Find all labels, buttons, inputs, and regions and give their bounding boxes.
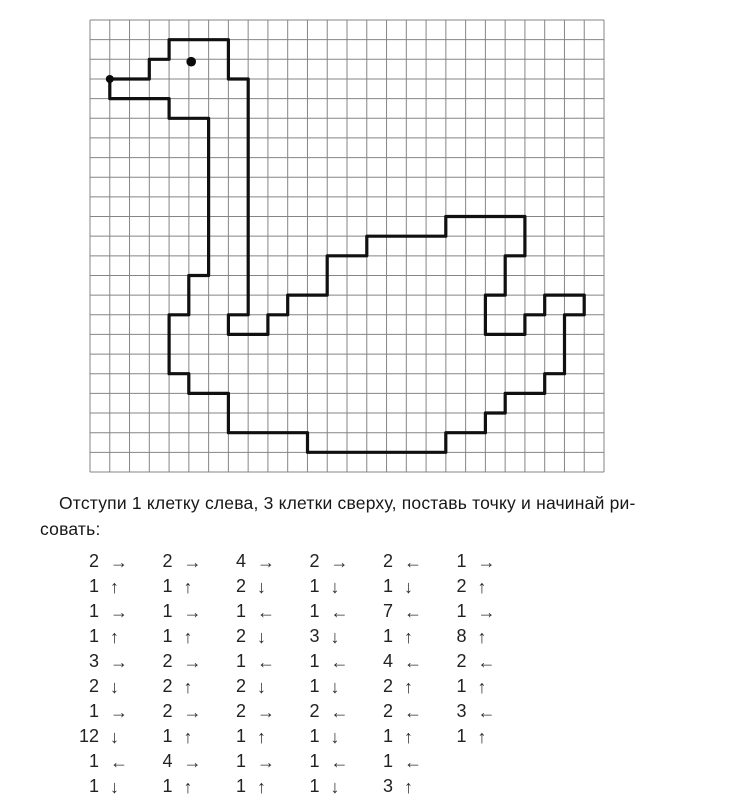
step-count: 1 [309,776,320,796]
step-count: 1 [309,751,320,771]
step-item [441,549,498,574]
step-count: 1 [162,576,173,596]
arrow-down-icon: ↓ [404,576,413,597]
step-item [147,774,204,799]
instruction-line-1: Отступи 1 клетку слева, 3 клетки сверху, поставь точку и начинай ри- [59,493,636,513]
step-count: 1 [456,601,467,621]
arrow-up-icon: ↑ [183,726,193,747]
arrow-up-icon: ↑ [183,626,193,647]
step-count: 3 [309,626,320,646]
step-count: 1 [88,576,99,596]
arrow-up-icon: ↑ [110,626,119,647]
step-count: 2 [382,676,393,696]
step-count: 2 [88,551,99,571]
step-item [441,649,498,674]
step-count: 1 [162,601,173,621]
step-item [294,649,351,674]
dictation-grid [90,20,604,472]
arrow-right-icon: → [477,551,496,572]
step-count: 2 [162,651,173,671]
step-count: 2 [235,576,246,596]
step-item [73,699,130,724]
arrow-right-icon: → [110,651,128,672]
step-count: 1 [456,676,467,696]
step-item [367,649,424,674]
step-count: 1 [309,676,320,696]
step-item [73,749,130,774]
arrow-right-icon: → [110,701,128,722]
step-item [73,624,130,649]
arrow-left-icon: ← [257,651,275,672]
step-count: 2 [88,676,99,696]
step-item [294,574,351,599]
arrow-down-icon: ↓ [110,776,119,797]
eye-dot [186,57,196,67]
step-count: 1 [456,726,467,746]
step-count: 2 [456,651,467,671]
step-item [147,649,204,674]
step-item [220,574,277,599]
arrow-up-icon: ↑ [477,726,487,747]
step-count: 1 [235,776,246,796]
step-item [367,549,424,574]
steps-column [294,549,351,799]
step-count: 1 [309,726,320,746]
step-item [147,574,204,599]
step-item [294,599,351,624]
step-count: 1 [382,751,393,771]
step-item [220,774,277,799]
step-item [294,749,351,774]
step-item [220,699,277,724]
step-item [220,624,277,649]
step-count: 3 [456,701,467,721]
start-dot [106,75,114,83]
steps-table [73,549,514,799]
step-item [73,674,130,699]
arrow-right-icon: → [110,551,128,572]
arrow-right-icon: → [110,601,128,622]
arrow-right-icon: → [183,651,202,672]
step-count: 1 [88,701,99,721]
step-count: 3 [88,651,99,671]
step-count: 1 [382,626,393,646]
step-item [220,549,277,574]
arrow-down-icon: ↓ [257,576,266,597]
arrow-up-icon: ↑ [404,676,413,697]
step-count: 1 [88,601,99,621]
arrow-down-icon: ↓ [110,676,119,697]
step-item [220,749,277,774]
arrow-left-icon: ← [477,651,496,672]
step-item [147,674,204,699]
step-count: 8 [456,626,467,646]
step-count: 1 [309,601,320,621]
step-count: 1 [309,651,320,671]
step-item [147,599,204,624]
step-count: 1 [382,726,393,746]
step-count: 2 [235,626,246,646]
arrow-up-icon: ↑ [110,576,119,597]
arrow-left-icon: ← [330,751,349,772]
steps-column [73,549,130,799]
step-item [367,599,424,624]
step-count: 1 [235,651,246,671]
step-item [147,699,204,724]
arrow-right-icon: → [257,551,275,572]
step-count: 1 [162,626,173,646]
arrow-down-icon: ↓ [257,676,266,697]
instruction-text [40,491,720,542]
step-item [367,774,424,799]
arrow-right-icon: → [257,751,275,772]
arrow-down-icon: ↓ [257,626,266,647]
step-count: 2 [162,701,173,721]
arrow-right-icon: → [183,751,202,772]
step-item [294,774,351,799]
arrow-left-icon: ← [257,601,275,622]
step-count: 4 [235,551,246,571]
arrow-left-icon: ← [477,701,496,722]
step-count: 3 [382,776,393,796]
arrow-up-icon: ↑ [183,776,193,797]
step-count: 1 [382,576,393,596]
step-item [441,699,498,724]
step-item [367,749,424,774]
arrow-left-icon: ← [404,751,422,772]
step-item [441,599,498,624]
step-item [294,624,351,649]
arrow-left-icon: ← [330,651,349,672]
step-count: 1 [235,751,246,771]
step-count: 2 [456,576,467,596]
steps-column [147,549,204,799]
arrow-up-icon: ↑ [404,776,413,797]
step-item [367,674,424,699]
step-item [367,574,424,599]
step-count: 1 [456,551,467,571]
arrow-up-icon: ↑ [257,776,266,797]
step-item [220,599,277,624]
arrow-right-icon: → [183,601,202,622]
arrow-up-icon: ↑ [404,726,413,747]
step-item [367,624,424,649]
steps-column [367,549,424,799]
step-item [73,599,130,624]
step-count: 1 [309,576,320,596]
step-count: 1 [88,776,99,796]
arrow-right-icon: → [477,601,496,622]
step-count: 1 [235,601,246,621]
step-item [73,549,130,574]
step-item [441,724,498,749]
arrow-left-icon: ← [110,751,128,772]
arrow-right-icon: → [183,701,202,722]
step-count: 7 [382,601,393,621]
arrow-down-icon: ↓ [330,726,340,747]
arrow-right-icon: → [330,551,349,572]
step-item [147,624,204,649]
arrow-down-icon: ↓ [330,776,340,797]
step-count: 4 [382,651,393,671]
steps-column [441,549,498,799]
steps-column [220,549,277,799]
step-item [73,724,130,749]
arrow-left-icon: ← [404,701,422,722]
arrow-up-icon: ↑ [477,626,487,647]
arrow-up-icon: ↑ [404,626,413,647]
step-count: 1 [88,751,99,771]
step-count: 1 [162,726,173,746]
step-count: 4 [162,751,173,771]
step-item [220,724,277,749]
arrow-left-icon: ← [404,601,422,622]
step-item [367,699,424,724]
step-count: 1 [235,726,246,746]
arrow-left-icon: ← [404,651,422,672]
arrow-up-icon: ↑ [183,676,193,697]
arrow-right-icon: → [257,701,275,722]
arrow-up-icon: ↑ [477,576,487,597]
step-item [73,774,130,799]
step-count: 12 [78,726,99,746]
arrow-down-icon: ↓ [330,576,340,597]
step-item [73,574,130,599]
arrow-left-icon: ← [404,551,422,572]
step-item [294,699,351,724]
step-count: 2 [309,551,320,571]
step-item [220,649,277,674]
arrow-up-icon: ↑ [257,726,266,747]
step-item [294,674,351,699]
step-item [220,674,277,699]
arrow-left-icon: ← [330,601,349,622]
step-item [294,724,351,749]
step-count: 2 [382,551,393,571]
step-count: 1 [88,626,99,646]
step-count: 2 [309,701,320,721]
step-item [147,724,204,749]
step-item [147,549,204,574]
arrow-down-icon: ↓ [110,726,119,747]
arrow-left-icon: ← [330,701,349,722]
step-count: 2 [235,701,246,721]
arrow-down-icon: ↓ [330,626,340,647]
step-count: 2 [382,701,393,721]
instruction-line-2: совать: [40,518,101,539]
step-item [441,674,498,699]
step-item [367,724,424,749]
step-item [73,649,130,674]
step-count: 2 [235,676,246,696]
step-item [294,549,351,574]
step-item [147,749,204,774]
arrow-up-icon: ↑ [477,676,487,697]
step-count: 1 [162,776,173,796]
step-item [441,624,498,649]
arrow-down-icon: ↓ [330,676,340,697]
step-count: 2 [162,676,173,696]
step-item [441,574,498,599]
arrow-right-icon: → [183,551,202,572]
step-count: 2 [162,551,173,571]
arrow-up-icon: ↑ [183,576,193,597]
